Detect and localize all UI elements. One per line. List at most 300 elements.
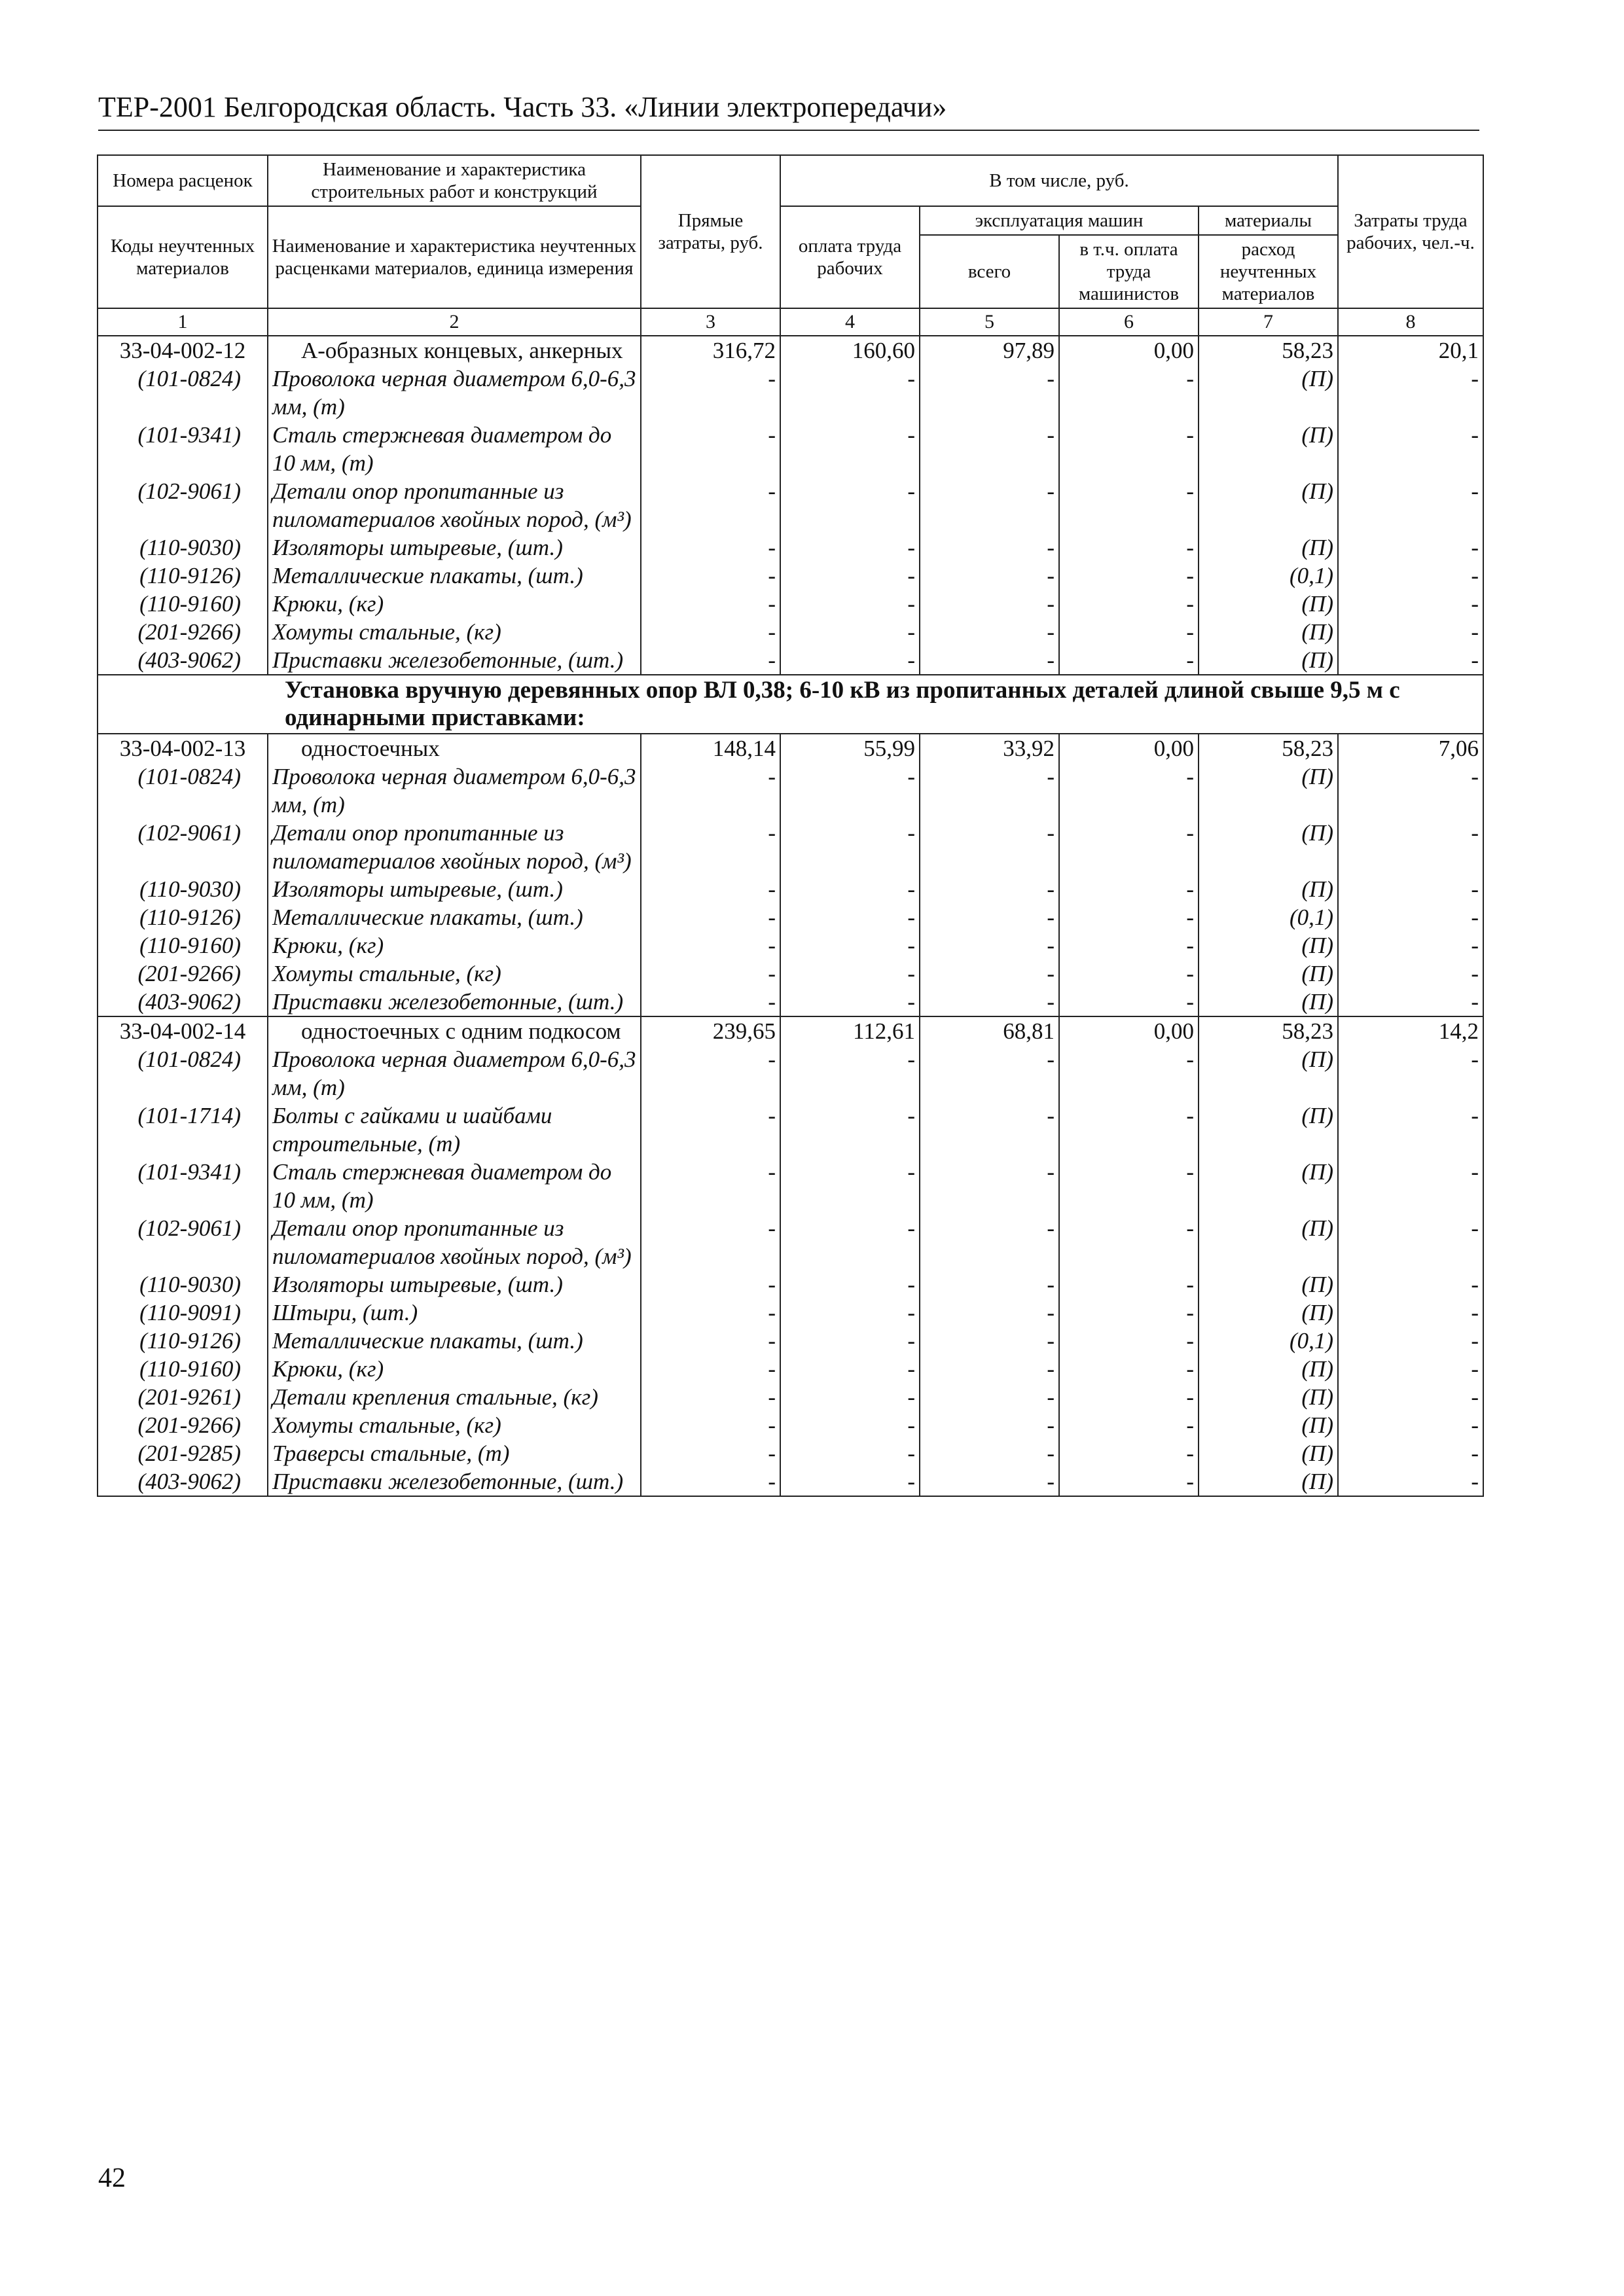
- labor-costs-value: -: [1338, 1327, 1483, 1355]
- operator-pay-value: -: [1059, 819, 1199, 875]
- material-name: Изоляторы штыревые, (шт.): [268, 533, 641, 562]
- materials-value: (П): [1199, 1299, 1338, 1327]
- column-number: 3: [641, 308, 780, 336]
- materials-value: (0,1): [1199, 1327, 1338, 1355]
- direct-costs-value: -: [641, 562, 780, 590]
- machines-total-value: -: [920, 903, 1059, 931]
- labor-costs-value: -: [1338, 903, 1483, 931]
- material-row: [98, 533, 1483, 562]
- materials-value: (0,1): [1199, 562, 1338, 590]
- material-code: (403-9062): [98, 1467, 268, 1496]
- worker-pay-value: -: [780, 590, 920, 618]
- materials-value: (П): [1199, 421, 1338, 477]
- worker-pay-value: -: [780, 533, 920, 562]
- operator-pay-value: -: [1059, 533, 1199, 562]
- material-code: (102-9061): [98, 1214, 268, 1270]
- machines-total-value: -: [920, 1467, 1059, 1496]
- direct-costs-value: -: [641, 1439, 780, 1467]
- direct-costs-value: 239,65: [641, 1016, 780, 1045]
- material-name: Металлические плакаты, (шт.): [268, 903, 641, 931]
- worker-pay-value: -: [780, 1355, 920, 1383]
- direct-costs-value: -: [641, 477, 780, 533]
- material-code: (110-9030): [98, 1270, 268, 1299]
- operator-pay-value: -: [1059, 875, 1199, 903]
- worker-pay-value: 112,61: [780, 1016, 920, 1045]
- rate-row: [98, 336, 1483, 365]
- column-number: 6: [1059, 308, 1199, 336]
- column-number: 1: [98, 308, 268, 336]
- direct-costs-value: -: [641, 988, 780, 1016]
- material-name: Крюки, (кг): [268, 1355, 641, 1383]
- material-name: Изоляторы штыревые, (шт.): [268, 1270, 641, 1299]
- operator-pay-value: -: [1059, 1327, 1199, 1355]
- direct-costs-value: -: [641, 646, 780, 675]
- machines-total-value: 33,92: [920, 734, 1059, 762]
- worker-pay-value: -: [780, 1045, 920, 1102]
- material-row: [98, 1327, 1483, 1355]
- material-code: (110-9160): [98, 931, 268, 960]
- operator-pay-value: -: [1059, 1467, 1199, 1496]
- operator-pay-value: -: [1059, 477, 1199, 533]
- material-row: [98, 1214, 1483, 1270]
- worker-pay-value: -: [780, 1383, 920, 1411]
- materials-value: (П): [1199, 646, 1338, 675]
- materials-value: (П): [1199, 819, 1338, 875]
- material-row: [98, 988, 1483, 1016]
- material-row: [98, 646, 1483, 675]
- work-name: одностоечных с одним подкосом: [268, 1016, 641, 1045]
- operator-pay-value: -: [1059, 562, 1199, 590]
- worker-pay-value: -: [780, 1214, 920, 1270]
- direct-costs-value: -: [641, 1102, 780, 1158]
- operator-pay-value: -: [1059, 931, 1199, 960]
- direct-costs-value: -: [641, 1214, 780, 1270]
- material-name: Сталь стержневая диаметром до 10 мм, (т): [268, 421, 641, 477]
- machines-total-value: -: [920, 618, 1059, 646]
- material-name: Штыри, (шт.): [268, 1299, 641, 1327]
- material-row: [98, 903, 1483, 931]
- column-number: 5: [920, 308, 1059, 336]
- material-code: (101-0824): [98, 1045, 268, 1102]
- worker-pay-value: -: [780, 1327, 920, 1355]
- worker-pay-value: -: [780, 960, 920, 988]
- worker-pay-value: -: [780, 1158, 920, 1214]
- operator-pay-value: -: [1059, 1411, 1199, 1439]
- material-code: (201-9266): [98, 1411, 268, 1439]
- materials-value: (П): [1199, 477, 1338, 533]
- material-name: Приставки железобетонные, (шт.): [268, 646, 641, 675]
- materials-value: (П): [1199, 1411, 1338, 1439]
- machines-total-value: -: [920, 1158, 1059, 1214]
- materials-value: (П): [1199, 618, 1338, 646]
- direct-costs-value: -: [641, 1327, 780, 1355]
- machines-total-value: -: [920, 931, 1059, 960]
- material-row: [98, 477, 1483, 533]
- material-row: [98, 1102, 1483, 1158]
- rate-code: 33-04-002-12: [98, 336, 268, 365]
- material-code: (201-9266): [98, 618, 268, 646]
- labor-costs-value: -: [1338, 1045, 1483, 1102]
- material-code: (102-9061): [98, 819, 268, 875]
- materials-value: (П): [1199, 1102, 1338, 1158]
- labor-costs-value: -: [1338, 819, 1483, 875]
- rate-row: [98, 1016, 1483, 1045]
- material-code: (110-9160): [98, 1355, 268, 1383]
- material-row: [98, 1158, 1483, 1214]
- labor-costs-value: -: [1338, 1102, 1483, 1158]
- worker-pay-value: -: [780, 875, 920, 903]
- direct-costs-value: -: [641, 1158, 780, 1214]
- column-number: 8: [1338, 308, 1483, 336]
- labor-costs-value: 14,2: [1338, 1016, 1483, 1045]
- materials-value: (П): [1199, 533, 1338, 562]
- direct-costs-value: -: [641, 931, 780, 960]
- header-materials: материалы: [1199, 206, 1338, 235]
- labor-costs-value: -: [1338, 533, 1483, 562]
- machines-total-value: -: [920, 819, 1059, 875]
- material-row: [98, 1299, 1483, 1327]
- material-code: (110-9126): [98, 903, 268, 931]
- material-row: [98, 590, 1483, 618]
- direct-costs-value: -: [641, 1467, 780, 1496]
- operator-pay-value: -: [1059, 1158, 1199, 1214]
- machines-total-value: -: [920, 1439, 1059, 1467]
- operator-pay-value: -: [1059, 1383, 1199, 1411]
- material-name: Хомуты стальные, (кг): [268, 1411, 641, 1439]
- materials-value: (П): [1199, 762, 1338, 819]
- direct-costs-value: -: [641, 875, 780, 903]
- machines-total-value: 68,81: [920, 1016, 1059, 1045]
- labor-costs-value: -: [1338, 646, 1483, 675]
- worker-pay-value: -: [780, 1270, 920, 1299]
- material-row: [98, 1383, 1483, 1411]
- machines-total-value: -: [920, 1102, 1059, 1158]
- material-code: (403-9062): [98, 988, 268, 1016]
- material-name: Проволока черная диаметром 6,0-6,3 мм, (т): [268, 1045, 641, 1102]
- machines-total-value: -: [920, 1411, 1059, 1439]
- direct-costs-value: -: [641, 1411, 780, 1439]
- operator-pay-value: -: [1059, 903, 1199, 931]
- operator-pay-value: -: [1059, 1355, 1199, 1383]
- machines-total-value: -: [920, 875, 1059, 903]
- direct-costs-value: 316,72: [641, 336, 780, 365]
- worker-pay-value: -: [780, 365, 920, 421]
- direct-costs-value: -: [641, 618, 780, 646]
- material-row: [98, 365, 1483, 421]
- materials-value: (П): [1199, 590, 1338, 618]
- labor-costs-value: -: [1338, 762, 1483, 819]
- machines-total-value: -: [920, 562, 1059, 590]
- labor-costs-value: -: [1338, 1355, 1483, 1383]
- worker-pay-value: -: [780, 618, 920, 646]
- labor-costs-value: -: [1338, 421, 1483, 477]
- operator-pay-value: -: [1059, 365, 1199, 421]
- material-code: (101-0824): [98, 762, 268, 819]
- header-rule: [98, 130, 1479, 131]
- direct-costs-value: -: [641, 365, 780, 421]
- material-code: (110-9126): [98, 562, 268, 590]
- labor-costs-value: -: [1338, 960, 1483, 988]
- price-table: [97, 154, 1484, 1497]
- material-row: [98, 1270, 1483, 1299]
- header-machine-operation: эксплуатация машин: [920, 206, 1199, 235]
- direct-costs-value: -: [641, 1270, 780, 1299]
- header-labor-costs: Затраты труда рабочих, чел.-ч.: [1338, 155, 1483, 308]
- machines-total-value: -: [920, 960, 1059, 988]
- direct-costs-value: -: [641, 533, 780, 562]
- material-code: (102-9061): [98, 477, 268, 533]
- header-direct-costs: Прямые затраты, руб.: [641, 155, 780, 308]
- machines-total-value: -: [920, 1270, 1059, 1299]
- direct-costs-value: 148,14: [641, 734, 780, 762]
- header-material-codes: Коды неучтенных материалов: [98, 206, 268, 308]
- material-name: Приставки железобетонные, (шт.): [268, 988, 641, 1016]
- operator-pay-value: -: [1059, 1299, 1199, 1327]
- material-code: (101-9341): [98, 421, 268, 477]
- header-operator-pay: в т.ч. оплата труда машинистов: [1059, 235, 1199, 308]
- page-header-title: ТЕР-2001 Белгородская область. Часть 33. «Линии электропередачи»: [98, 91, 947, 123]
- material-row: [98, 960, 1483, 988]
- labor-costs-value: -: [1338, 1270, 1483, 1299]
- labor-costs-value: -: [1338, 1383, 1483, 1411]
- material-code: (403-9062): [98, 646, 268, 675]
- table-header: [98, 155, 1483, 336]
- material-name: Хомуты стальные, (кг): [268, 960, 641, 988]
- worker-pay-value: 55,99: [780, 734, 920, 762]
- direct-costs-value: -: [641, 762, 780, 819]
- direct-costs-value: -: [641, 1045, 780, 1102]
- labor-costs-value: -: [1338, 1439, 1483, 1467]
- labor-costs-value: -: [1338, 365, 1483, 421]
- worker-pay-value: -: [780, 421, 920, 477]
- materials-value: (П): [1199, 960, 1338, 988]
- direct-costs-value: -: [641, 903, 780, 931]
- header-material-consumption: расход неучтенных материалов: [1199, 235, 1338, 308]
- machines-total-value: -: [920, 1214, 1059, 1270]
- machines-total-value: -: [920, 646, 1059, 675]
- labor-costs-value: 7,06: [1338, 734, 1483, 762]
- materials-value: (П): [1199, 1045, 1338, 1102]
- page-number: 42: [98, 2163, 126, 2193]
- material-name: Детали опор пропитанные из пиломатериалов хвойных пород, (м³): [268, 477, 641, 533]
- material-name: Металлические плакаты, (шт.): [268, 562, 641, 590]
- work-name: А-образных концевых, анкерных: [268, 336, 641, 365]
- material-name: Детали опор пропитанные из пиломатериалов хвойных пород, (м³): [268, 819, 641, 875]
- column-number: 2: [268, 308, 641, 336]
- machines-total-value: -: [920, 1327, 1059, 1355]
- materials-value: 58,23: [1199, 336, 1338, 365]
- price-table-container: [97, 154, 1484, 1497]
- operator-pay-value: -: [1059, 421, 1199, 477]
- header-worker-pay: оплата труда рабочих: [780, 206, 920, 308]
- material-name: Болты с гайками и шайбами строительные, (т): [268, 1102, 641, 1158]
- machines-total-value: -: [920, 590, 1059, 618]
- rate-row: [98, 734, 1483, 762]
- worker-pay-value: -: [780, 1439, 920, 1467]
- material-code: (110-9091): [98, 1299, 268, 1327]
- material-name: Проволока черная диаметром 6,0-6,3 мм, (т): [268, 365, 641, 421]
- rate-code: 33-04-002-14: [98, 1016, 268, 1045]
- direct-costs-value: -: [641, 1355, 780, 1383]
- machines-total-value: -: [920, 477, 1059, 533]
- section-heading: Установка вручную деревянных опор ВЛ 0,38; 6-10 кВ из пропитанных деталей длиной свыше 9,5 м с одинарными приставками:: [98, 675, 1483, 734]
- labor-costs-value: -: [1338, 875, 1483, 903]
- materials-value: (П): [1199, 1158, 1338, 1214]
- material-row: [98, 1355, 1483, 1383]
- operator-pay-value: -: [1059, 1214, 1199, 1270]
- column-numbers-row: [98, 308, 1483, 336]
- material-row: [98, 421, 1483, 477]
- labor-costs-value: -: [1338, 1214, 1483, 1270]
- machines-total-value: -: [920, 365, 1059, 421]
- operator-pay-value: -: [1059, 1270, 1199, 1299]
- material-row: [98, 1045, 1483, 1102]
- materials-value: (П): [1199, 1439, 1338, 1467]
- material-row: [98, 819, 1483, 875]
- labor-costs-value: -: [1338, 1467, 1483, 1496]
- header-work-name: Наименование и характеристика строительных работ и конструкций: [268, 155, 641, 206]
- direct-costs-value: -: [641, 819, 780, 875]
- material-name: Крюки, (кг): [268, 931, 641, 960]
- materials-value: (П): [1199, 1214, 1338, 1270]
- material-name: Крюки, (кг): [268, 590, 641, 618]
- material-row: [98, 1439, 1483, 1467]
- worker-pay-value: -: [780, 931, 920, 960]
- materials-value: (П): [1199, 1383, 1338, 1411]
- material-name: Траверсы стальные, (т): [268, 1439, 641, 1467]
- material-code: (201-9285): [98, 1439, 268, 1467]
- labor-costs-value: -: [1338, 931, 1483, 960]
- materials-value: (П): [1199, 1467, 1338, 1496]
- labor-costs-value: 20,1: [1338, 336, 1483, 365]
- worker-pay-value: -: [780, 1299, 920, 1327]
- materials-value: (П): [1199, 875, 1338, 903]
- worker-pay-value: 160,60: [780, 336, 920, 365]
- operator-pay-value: -: [1059, 1439, 1199, 1467]
- labor-costs-value: -: [1338, 1299, 1483, 1327]
- material-name: Проволока черная диаметром 6,0-6,3 мм, (т): [268, 762, 641, 819]
- worker-pay-value: -: [780, 1102, 920, 1158]
- labor-costs-value: -: [1338, 618, 1483, 646]
- labor-costs-value: -: [1338, 477, 1483, 533]
- work-name: одностоечных: [268, 734, 641, 762]
- material-row: [98, 875, 1483, 903]
- operator-pay-value: -: [1059, 1102, 1199, 1158]
- material-name: Изоляторы штыревые, (шт.): [268, 875, 641, 903]
- section-heading-row: [98, 675, 1483, 734]
- header-material-names: Наименование и характеристика неучтенных расценками материалов, единица измерения: [268, 206, 641, 308]
- material-code: (201-9261): [98, 1383, 268, 1411]
- operator-pay-value: 0,00: [1059, 1016, 1199, 1045]
- materials-value: (П): [1199, 1270, 1338, 1299]
- material-code: (110-9030): [98, 533, 268, 562]
- material-code: (101-9341): [98, 1158, 268, 1214]
- worker-pay-value: -: [780, 1411, 920, 1439]
- header-in-that-number: В том числе, руб.: [780, 155, 1338, 206]
- operator-pay-value: -: [1059, 762, 1199, 819]
- worker-pay-value: -: [780, 562, 920, 590]
- materials-value: 58,23: [1199, 734, 1338, 762]
- worker-pay-value: -: [780, 646, 920, 675]
- materials-value: (П): [1199, 365, 1338, 421]
- direct-costs-value: -: [641, 960, 780, 988]
- operator-pay-value: -: [1059, 988, 1199, 1016]
- labor-costs-value: -: [1338, 590, 1483, 618]
- operator-pay-value: -: [1059, 1045, 1199, 1102]
- material-row: [98, 618, 1483, 646]
- operator-pay-value: -: [1059, 618, 1199, 646]
- material-code: (110-9160): [98, 590, 268, 618]
- machines-total-value: -: [920, 1355, 1059, 1383]
- material-name: Сталь стержневая диаметром до 10 мм, (т): [268, 1158, 641, 1214]
- labor-costs-value: -: [1338, 1411, 1483, 1439]
- worker-pay-value: -: [780, 1467, 920, 1496]
- material-name: Металлические плакаты, (шт.): [268, 1327, 641, 1355]
- machines-total-value: -: [920, 421, 1059, 477]
- worker-pay-value: -: [780, 903, 920, 931]
- direct-costs-value: -: [641, 590, 780, 618]
- material-name: Приставки железобетонные, (шт.): [268, 1467, 641, 1496]
- material-row: [98, 931, 1483, 960]
- materials-value: (П): [1199, 931, 1338, 960]
- operator-pay-value: 0,00: [1059, 734, 1199, 762]
- material-row: [98, 1411, 1483, 1439]
- operator-pay-value: -: [1059, 960, 1199, 988]
- machines-total-value: -: [920, 1299, 1059, 1327]
- labor-costs-value: -: [1338, 988, 1483, 1016]
- labor-costs-value: -: [1338, 562, 1483, 590]
- worker-pay-value: -: [780, 762, 920, 819]
- column-number: 7: [1199, 308, 1338, 336]
- column-number: 4: [780, 308, 920, 336]
- worker-pay-value: -: [780, 988, 920, 1016]
- machines-total-value: -: [920, 762, 1059, 819]
- material-code: (101-0824): [98, 365, 268, 421]
- header-machines-total: всего: [920, 235, 1059, 308]
- direct-costs-value: -: [641, 421, 780, 477]
- machines-total-value: 97,89: [920, 336, 1059, 365]
- table-body: [98, 336, 1483, 1496]
- operator-pay-value: -: [1059, 590, 1199, 618]
- material-row: [98, 762, 1483, 819]
- rate-code: 33-04-002-13: [98, 734, 268, 762]
- materials-value: (П): [1199, 988, 1338, 1016]
- machines-total-value: -: [920, 988, 1059, 1016]
- material-row: [98, 562, 1483, 590]
- worker-pay-value: -: [780, 819, 920, 875]
- direct-costs-value: -: [641, 1299, 780, 1327]
- material-code: (110-9126): [98, 1327, 268, 1355]
- material-name: Детали опор пропитанные из пиломатериалов хвойных пород, (м³): [268, 1214, 641, 1270]
- material-code: (101-1714): [98, 1102, 268, 1158]
- machines-total-value: -: [920, 1383, 1059, 1411]
- material-code: (201-9266): [98, 960, 268, 988]
- materials-value: 58,23: [1199, 1016, 1338, 1045]
- operator-pay-value: 0,00: [1059, 336, 1199, 365]
- materials-value: (П): [1199, 1355, 1338, 1383]
- material-name: Детали крепления стальные, (кг): [268, 1383, 641, 1411]
- material-row: [98, 1467, 1483, 1496]
- machines-total-value: -: [920, 533, 1059, 562]
- material-code: (110-9030): [98, 875, 268, 903]
- materials-value: (0,1): [1199, 903, 1338, 931]
- material-name: Хомуты стальные, (кг): [268, 618, 641, 646]
- machines-total-value: -: [920, 1045, 1059, 1102]
- worker-pay-value: -: [780, 477, 920, 533]
- direct-costs-value: -: [641, 1383, 780, 1411]
- header-rate-numbers: Номера расценок: [98, 155, 268, 206]
- operator-pay-value: -: [1059, 646, 1199, 675]
